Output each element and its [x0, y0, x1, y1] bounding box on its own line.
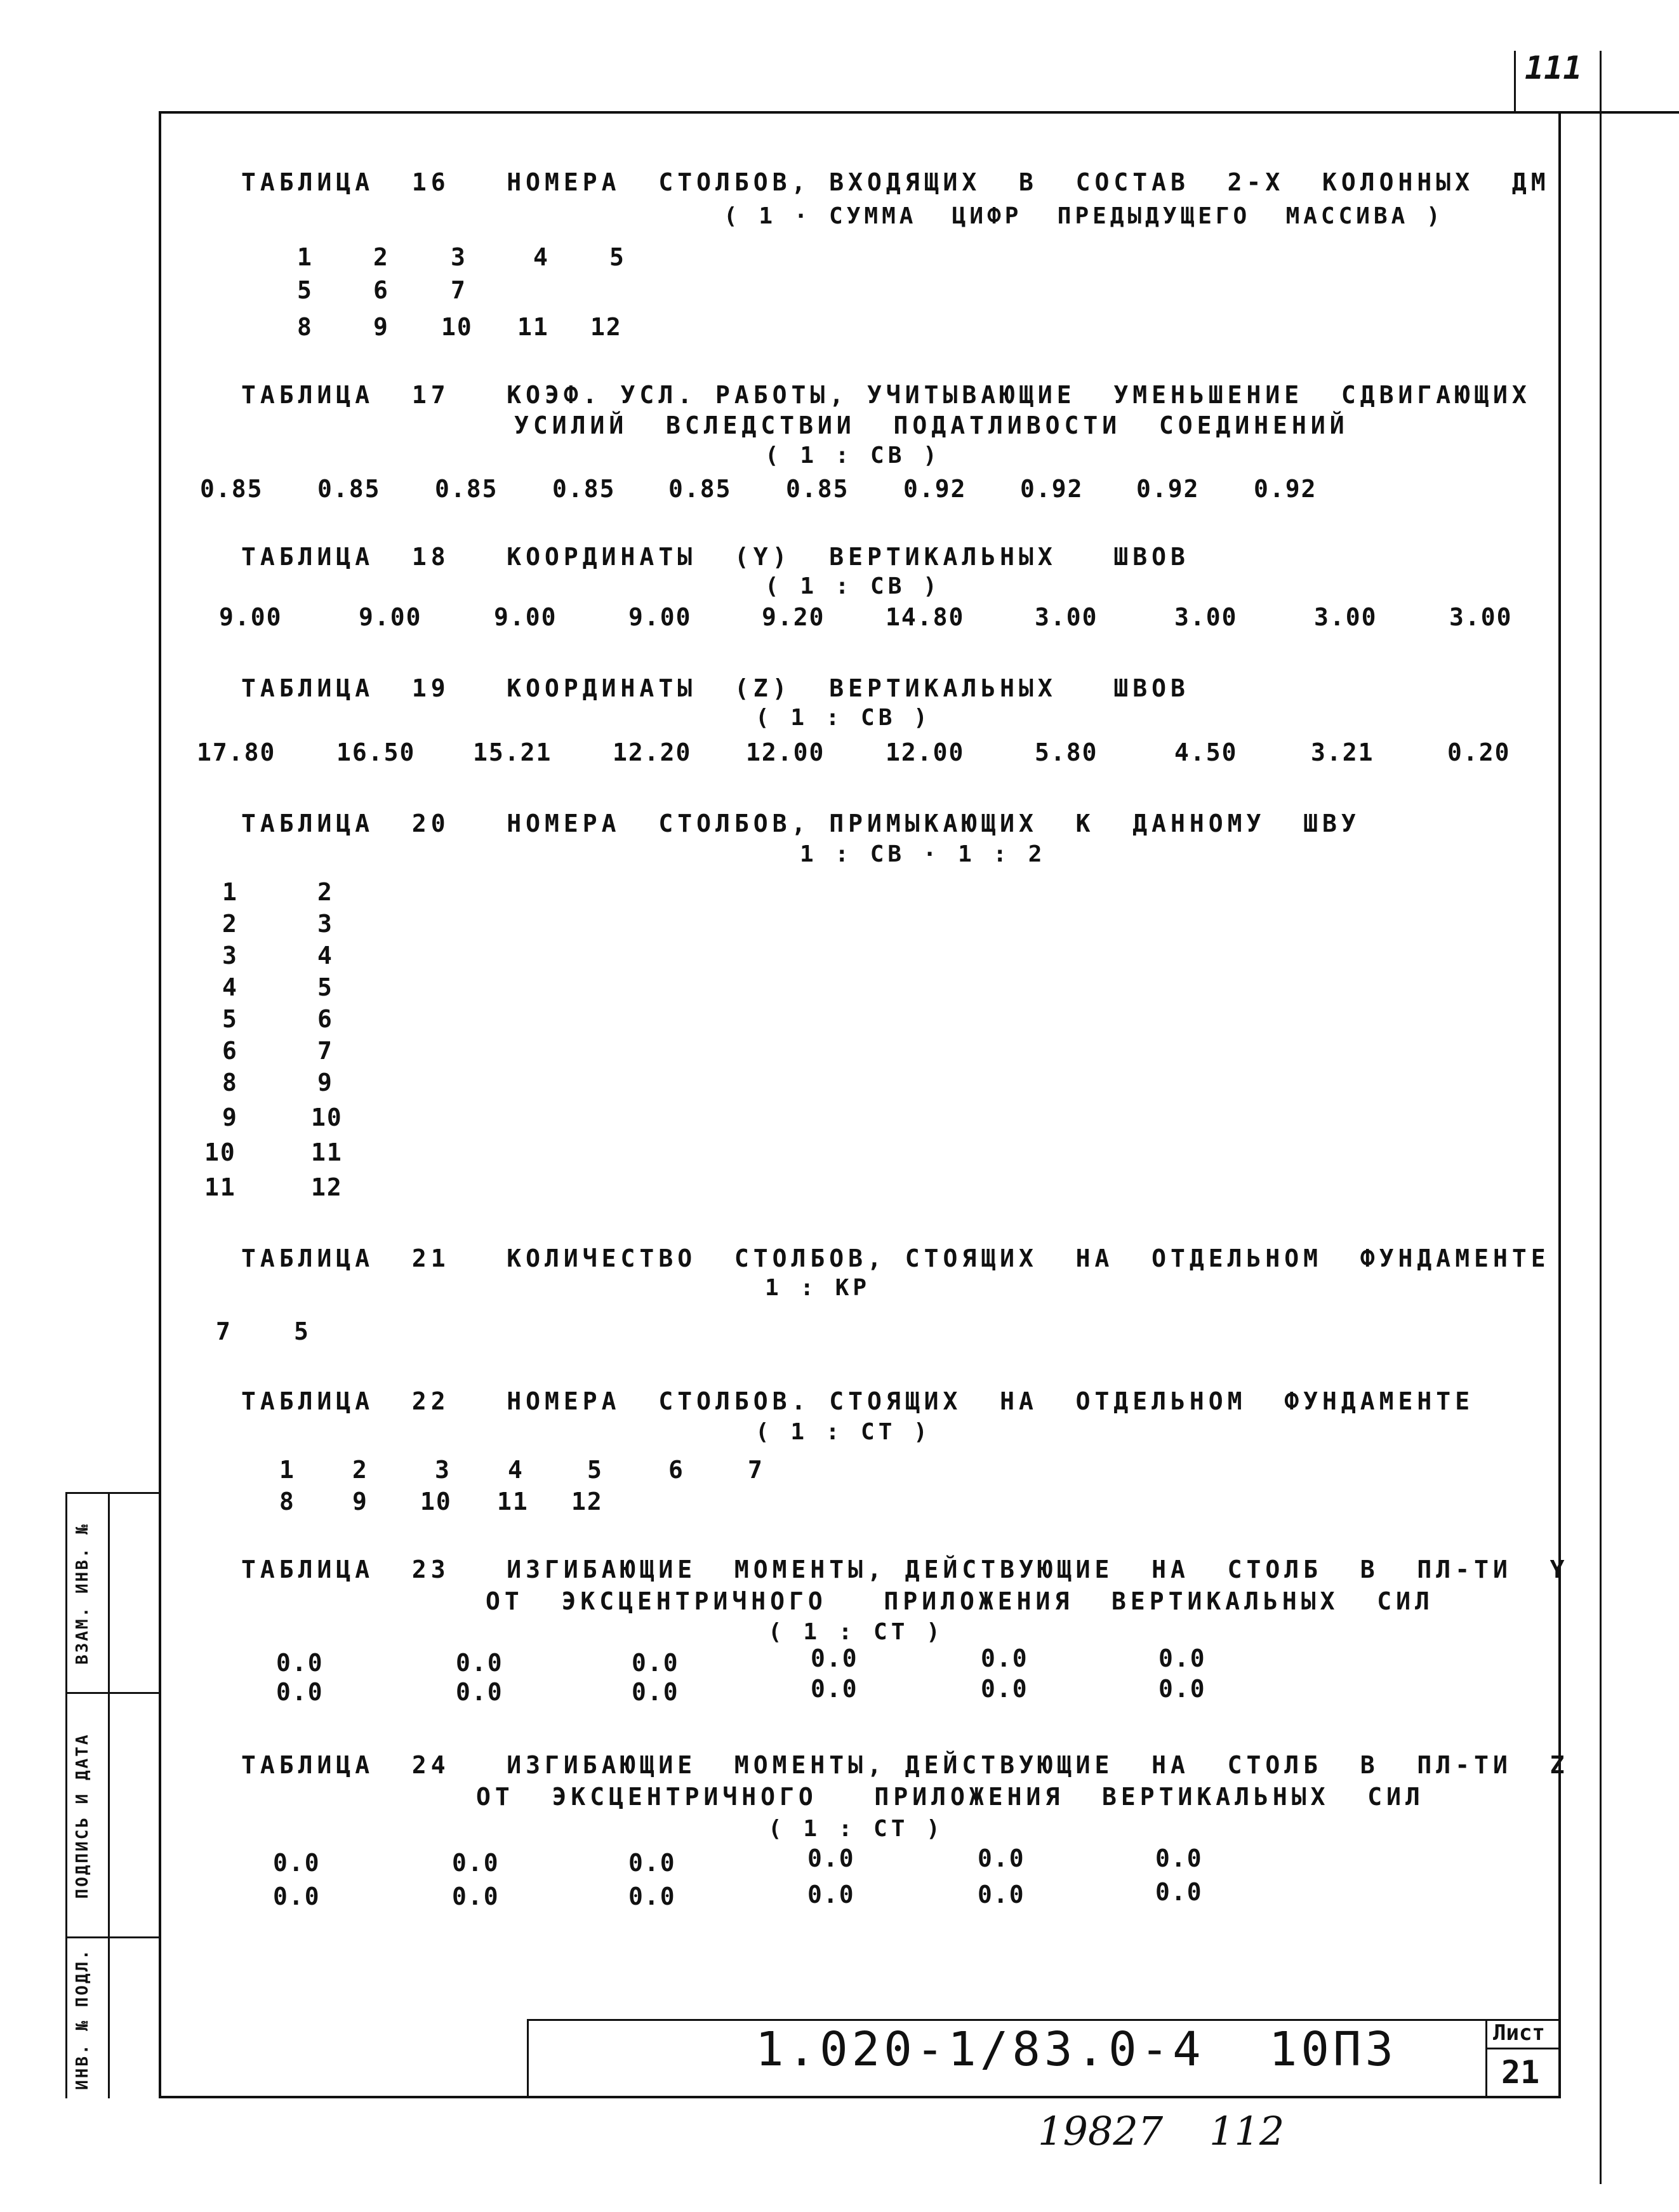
t24-cell: 0.0 — [807, 1881, 855, 1909]
titleblock-left — [527, 2019, 529, 2098]
t18-value: 14.80 — [886, 603, 965, 631]
t18-value: 3.00 — [1035, 603, 1098, 631]
t17-value: 0.85 — [552, 475, 616, 503]
t22-cell: 9 — [352, 1488, 368, 1516]
table17-title-line2: УСИЛИЙ ВСЛЕДСТВИИ ПОДАТЛИВОСТИ СОЕДИНЕНИЙ — [514, 411, 1349, 439]
table21-subtitle: 1 : КР — [765, 1275, 871, 1301]
t23-cell: 0.0 — [632, 1649, 679, 1677]
t19-value: 4.50 — [1174, 738, 1238, 766]
t20-cell: 8 — [222, 1069, 238, 1096]
t20-cell: 9 — [222, 1103, 238, 1131]
table17-subtitle: ( 1 : СВ ) — [765, 443, 941, 469]
t20-cell: 6 — [317, 1005, 333, 1033]
t20-cell: 2 — [317, 878, 333, 906]
table16-title: ТАБЛИЦА 16 НОМЕРА СТОЛБОВ, ВХОДЯЩИХ В СОСТАВ 2-Х КОЛОННЫХ ДМ — [241, 168, 1550, 196]
table24-title: ТАБЛИЦА 24 ИЗГИБАЮЩИЕ МОМЕНТЫ, ДЕЙСТВУЮЩИЕ НА СТОЛБ В ПЛ-ТИ Z — [241, 1751, 1569, 1779]
t16-cell: 7 — [451, 276, 467, 304]
t18-value: 9.00 — [219, 603, 282, 631]
titleblock-sheet-mid — [1485, 2048, 1561, 2049]
table18-title: ТАБЛИЦА 18 КООРДИНАТЫ (Y) ВЕРТИКАЛЬНЫХ ШВОВ — [241, 543, 1190, 571]
t17-value: 0.92 — [1136, 475, 1200, 503]
t18-value: 3.00 — [1314, 603, 1377, 631]
t22-cell: 10 — [420, 1488, 452, 1516]
t16-cell: 3 — [451, 243, 467, 271]
table19-title: ТАБЛИЦА 19 КООРДИНАТЫ (Z) ВЕРТИКАЛЬНЫХ ШВОВ — [241, 674, 1190, 702]
t23-cell: 0.0 — [456, 1649, 503, 1677]
t20-cell: 12 — [311, 1173, 343, 1201]
frame-outer-right — [1600, 51, 1602, 2184]
t22-cell: 2 — [352, 1456, 368, 1484]
t23-cell: 0.0 — [632, 1678, 679, 1706]
t17-value: 0.85 — [317, 475, 381, 503]
t22-cell: 8 — [279, 1488, 295, 1516]
sheet-number: 21 — [1501, 2054, 1540, 2091]
t20-cell: 3 — [222, 942, 238, 969]
t24-cell: 0.0 — [273, 1882, 321, 1910]
frame-bottom — [159, 2096, 1561, 2098]
t23-cell: 0.0 — [811, 1644, 858, 1672]
table17-title: ТАБЛИЦА 17 КОЭФ. УСЛ. РАБОТЫ, УЧИТЫВАЮЩИЕ УМЕНЬШЕНИЕ СДВИГАЮЩИХ — [241, 381, 1531, 409]
t24-cell: 0.0 — [628, 1849, 676, 1877]
t22-cell: 11 — [497, 1488, 529, 1516]
stamp-sep1 — [65, 1692, 161, 1694]
table18-subtitle: ( 1 : СВ ) — [765, 573, 941, 599]
t16-cell: 10 — [441, 313, 473, 341]
t20-cell: 10 — [204, 1138, 236, 1166]
t18-value: 9.20 — [762, 603, 825, 631]
t24-cell: 0.0 — [978, 1881, 1025, 1909]
t20-cell: 11 — [204, 1173, 236, 1201]
t19-value: 3.21 — [1311, 738, 1374, 766]
t16-cell: 1 — [297, 243, 313, 271]
t20-cell: 7 — [317, 1037, 333, 1065]
t20-cell: 6 — [222, 1037, 238, 1065]
t20-cell: 3 — [317, 910, 333, 938]
t16-cell: 8 — [297, 313, 313, 341]
table24-subtitle: ( 1 : СТ ) — [768, 1816, 944, 1842]
t16-cell: 2 — [373, 243, 389, 271]
t20-cell: 9 — [317, 1069, 333, 1096]
t17-value: 0.85 — [435, 475, 498, 503]
corner-tick-left — [1514, 51, 1516, 111]
stamp-top — [65, 1492, 161, 1494]
t24-cell: 0.0 — [807, 1844, 855, 1872]
stamp-inv-label: ИНВ. № ПОДЛ. — [73, 1948, 92, 2090]
t20-cell: 1 — [222, 878, 238, 906]
table22-title: ТАБЛИЦА 22 НОМЕРА СТОЛБОВ. СТОЯЩИХ НА ОТДЕЛЬНОМ ФУНДАМЕНТЕ — [241, 1387, 1475, 1415]
stamp-outer-left — [65, 1492, 67, 2098]
t23-cell: 0.0 — [276, 1678, 324, 1706]
t16-cell: 9 — [373, 313, 389, 341]
titleblock-sheet-left — [1485, 2019, 1487, 2098]
t18-value: 9.00 — [628, 603, 692, 631]
t21-value: 5 — [294, 1317, 310, 1345]
t22-cell: 4 — [508, 1456, 524, 1484]
footer-part: 112 — [1209, 2108, 1285, 2154]
table23-title: ТАБЛИЦА 23 ИЗГИБАЮЩИЕ МОМЕНТЫ, ДЕЙСТВУЮЩИЕ НА СТОЛБ В ПЛ-ТИ Y — [241, 1556, 1569, 1583]
table24-title-line2: ОТ ЭКСЦЕНТРИЧНОГО ПРИЛОЖЕНИЯ ВЕРТИКАЛЬНЫХ СИЛ — [476, 1783, 1424, 1811]
sheet-label: Лист — [1493, 2020, 1545, 2046]
t20-cell: 10 — [311, 1103, 343, 1131]
t17-value: 0.92 — [903, 475, 967, 503]
t23-cell: 0.0 — [981, 1675, 1028, 1703]
t22-cell: 3 — [435, 1456, 451, 1484]
t22-cell: 12 — [571, 1488, 603, 1516]
t19-value: 12.20 — [613, 738, 692, 766]
t19-value: 17.80 — [197, 738, 276, 766]
t16-cell: 12 — [590, 313, 622, 341]
t23-cell: 0.0 — [1158, 1675, 1206, 1703]
frame-right — [1558, 111, 1561, 2098]
t17-value: 0.92 — [1020, 475, 1084, 503]
t24-cell: 0.0 — [1155, 1844, 1203, 1872]
frame-top — [159, 111, 1679, 114]
table23-title-line2: ОТ ЭКСЦЕНТРИЧНОГО ПРИЛОЖЕНИЯ ВЕРТИКАЛЬНЫХ СИЛ — [486, 1587, 1434, 1615]
t22-cell: 7 — [748, 1456, 764, 1484]
table21-title: ТАБЛИЦА 21 КОЛИЧЕСТВО СТОЛБОВ, СТОЯЩИХ НА ОТДЕЛЬНОМ ФУНДАМЕНТЕ — [241, 1244, 1550, 1272]
t23-cell: 0.0 — [811, 1675, 858, 1703]
t17-value: 0.85 — [200, 475, 263, 503]
t18-value: 9.00 — [359, 603, 422, 631]
t20-cell: 4 — [317, 942, 333, 969]
t24-cell: 0.0 — [273, 1849, 321, 1877]
t16-cell: 4 — [533, 243, 549, 271]
t20-cell: 11 — [311, 1138, 343, 1166]
t21-value: 7 — [216, 1317, 232, 1345]
t24-cell: 0.0 — [452, 1882, 500, 1910]
t24-cell: 0.0 — [1155, 1878, 1203, 1906]
t20-cell: 4 — [222, 973, 238, 1001]
table19-subtitle: ( 1 : СВ ) — [755, 705, 931, 731]
t19-value: 5.80 — [1035, 738, 1098, 766]
table16-subtitle: ( 1 · СУММА ЦИФР ПРЕДЫДУЩЕГО МАССИВА ) — [724, 203, 1444, 229]
stamp-podpis-label: ПОДПИСЬ И ДАТА — [73, 1733, 92, 1899]
table20-title: ТАБЛИЦА 20 НОМЕРА СТОЛБОВ, ПРИМЫКАЮЩИХ К ДАННОМУ ШВУ — [241, 810, 1360, 837]
t24-cell: 0.0 — [628, 1882, 676, 1910]
t16-cell: 5 — [609, 243, 625, 271]
t18-value: 9.00 — [494, 603, 557, 631]
t24-cell: 0.0 — [452, 1849, 500, 1877]
t19-value: 16.50 — [336, 738, 416, 766]
t16-cell: 5 — [297, 276, 313, 304]
frame-left — [159, 111, 161, 2098]
t20-cell: 2 — [222, 910, 238, 938]
table22-subtitle: ( 1 : СТ ) — [755, 1419, 931, 1445]
corner-page-number: 111 — [1525, 50, 1583, 86]
document-designation: 1.020-1/83.0-4 10ПЗ — [755, 2022, 1398, 2077]
t19-value: 0.20 — [1447, 738, 1511, 766]
footer-inventory: 19827 — [1038, 2108, 1164, 2154]
table23-subtitle: ( 1 : СТ ) — [768, 1619, 944, 1645]
t20-cell: 5 — [222, 1005, 238, 1033]
t22-cell: 1 — [279, 1456, 295, 1484]
t18-value: 3.00 — [1449, 603, 1513, 631]
t17-value: 0.85 — [668, 475, 732, 503]
t17-value: 0.85 — [786, 475, 849, 503]
t19-value: 15.21 — [473, 738, 552, 766]
t17-value: 0.92 — [1254, 475, 1317, 503]
t18-value: 3.00 — [1174, 603, 1238, 631]
stamp-inner-divider — [108, 1492, 110, 2098]
t22-cell: 5 — [587, 1456, 603, 1484]
t23-cell: 0.0 — [456, 1678, 503, 1706]
t23-cell: 0.0 — [276, 1649, 324, 1677]
t24-cell: 0.0 — [978, 1844, 1025, 1872]
table20-subtitle: 1 : СВ · 1 : 2 — [800, 841, 1046, 867]
t19-value: 12.00 — [886, 738, 965, 766]
t20-cell: 5 — [317, 973, 333, 1001]
titleblock-top — [527, 2019, 1561, 2021]
stamp-vzam-label: ВЗАМ. ИНВ. № — [73, 1522, 92, 1665]
t22-cell: 6 — [668, 1456, 684, 1484]
t16-cell: 6 — [373, 276, 389, 304]
t19-value: 12.00 — [746, 738, 825, 766]
t23-cell: 0.0 — [1158, 1644, 1206, 1672]
t23-cell: 0.0 — [981, 1644, 1028, 1672]
t16-cell: 11 — [517, 313, 549, 341]
